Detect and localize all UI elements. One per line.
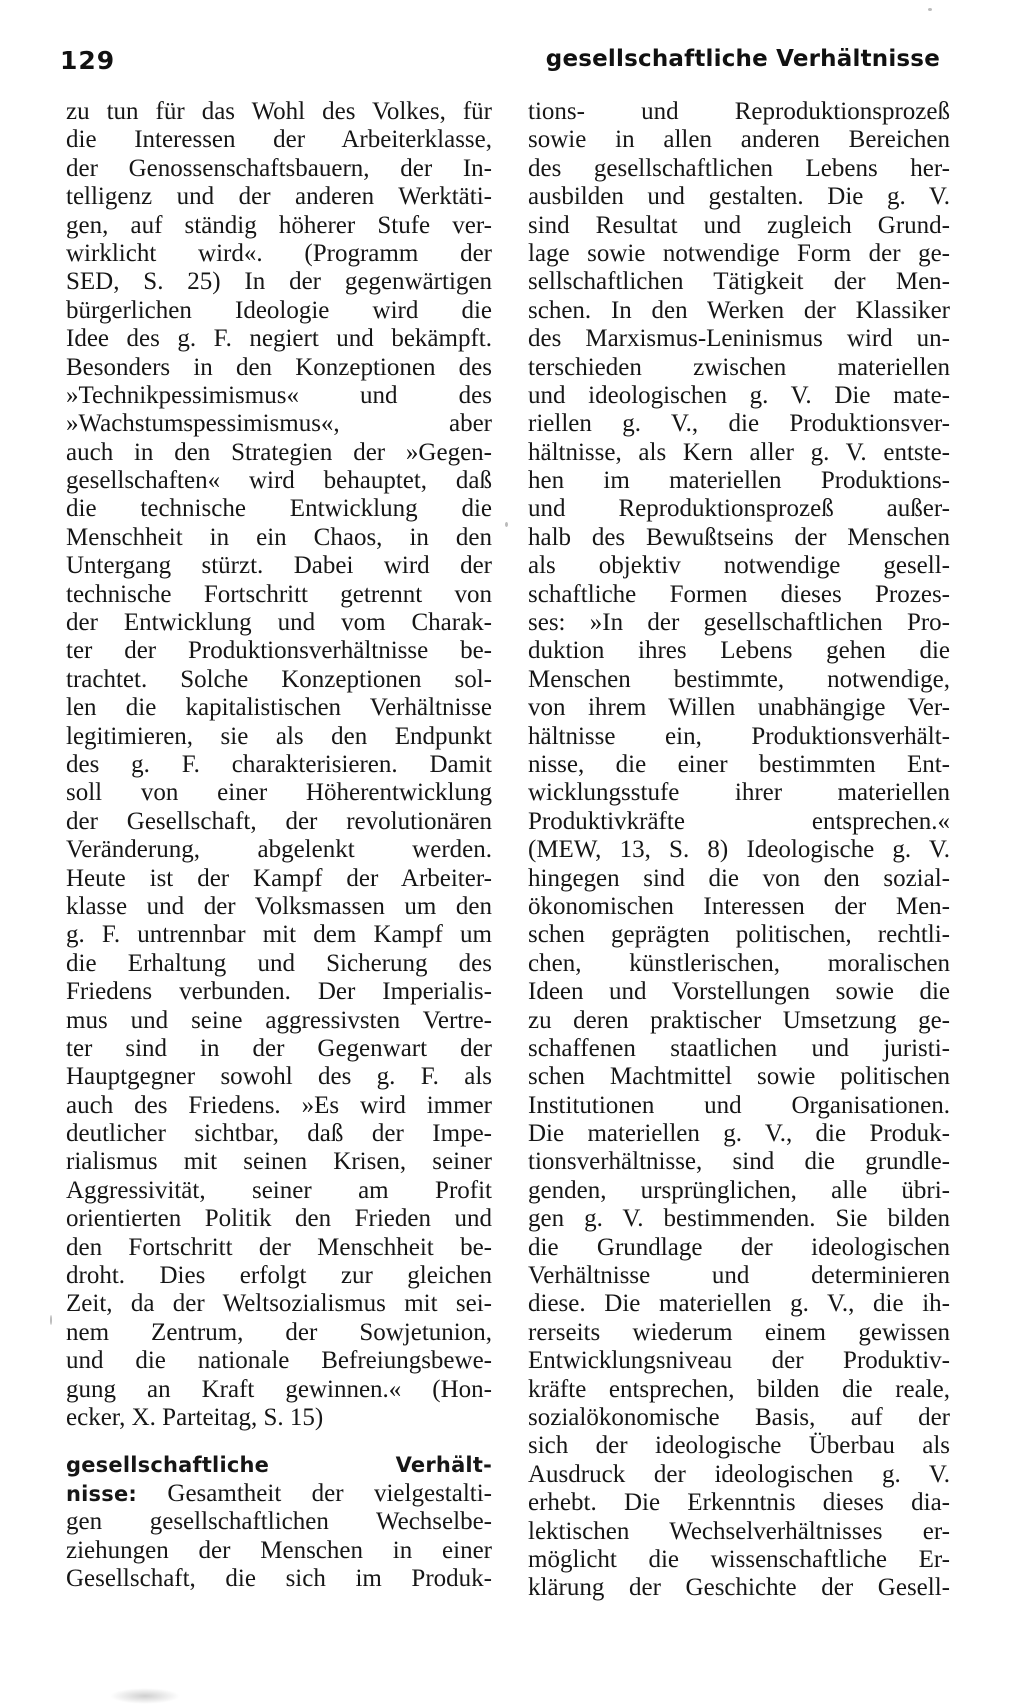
text-line: hingegen sind die von den sozial- [528,864,950,892]
text-line: ziehungen der Menschen in einer [66,1536,492,1564]
text-line: des Marxismus-Leninismus wird un- [528,325,950,353]
text-line: wicklungsstufe ihrer materiellen [528,779,950,807]
scan-speck [50,1315,52,1325]
text-line: diese. Die materiellen g. V., die ih- [528,1290,950,1318]
text-line: legitimieren, sie als den Endpunkt [66,722,492,750]
entry-headword: gesellschaftliche [66,1453,270,1478]
text-line: schen. In den Werken der Klassiker [528,296,950,324]
text-line: Hauptgegner sowohl des g. F. als [66,1063,492,1091]
text-line: den Fortschritt der Menschheit be- [66,1233,492,1261]
text-line: bürgerlichen Ideologie wird die [66,296,492,324]
text-line: Menschheit in ein Chaos, in den [66,523,492,551]
text-line: ter der Produktionsverhältnisse be- [66,637,492,665]
text-line: der Gesellschaft, der revolutionären [66,807,492,835]
text-line: deutlicher sichtbar, daß der Impe- [66,1120,492,1148]
text-line: möglicht die wissenschaftliche Er- [528,1545,950,1573]
text-line: Institutionen und Organisationen. [528,1091,950,1119]
text-line: die Interessen der Arbeiterklasse, [66,126,492,154]
text-line: technische Fortschritt getrennt von [66,580,492,608]
text-line: wirklicht wird«. (Programm der [66,239,492,267]
text-line: sowie in allen anderen Bereichen [528,126,950,154]
text-line: Entwicklungsniveau der Produktiv- [528,1347,950,1375]
text-line: auch in den Strategien der »Gegen- [66,438,492,466]
text-line: schen geprägten politischen, rechtli- [528,921,950,949]
text-line: sellschaftlichen Tätigkeit der Men- [528,268,950,296]
text-line: und die nationale Befreiungsbewe- [66,1347,492,1375]
text-line: droht. Dies erfolgt zur gleichen [66,1262,492,1290]
text-line: auch des Friedens. »Es wird immer [66,1091,492,1119]
text-line: chen, künstlerischen, moralischen [528,949,950,977]
text-line: Friedens verbunden. Der Imperialis- [66,978,492,1006]
text-line: len die kapitalistischen Verhältnisse [66,694,492,722]
text-line: ecker, X. Parteitag, S. 15) [66,1403,324,1431]
text-line: SED, S. 25) In der gegenwärtigen [66,268,492,296]
text-line: sozialökonomische Basis, auf der [528,1403,950,1431]
text-line: des gesellschaftlichen Lebens her- [528,154,950,182]
text-line: Besonders in den Konzeptionen des [66,353,492,381]
text-line: g. F. untrennbar mit dem Kampf um [66,921,492,949]
text-line: schaftliche Formen dieses Prozes- [528,580,950,608]
text-line: von ihrem Willen unabhängige Ver- [528,694,950,722]
scan-smudge [110,1688,180,1704]
text-line: Veränderung, abgelenkt werden. [66,836,492,864]
text-line: als objektiv notwendige gesell- [528,552,950,580]
text-line: »Technikpessimismus« und des [66,381,492,409]
text-line: tionsverhältnisse, sind die grundle- [528,1148,950,1176]
text-line: hältnisse, als Kern aller g. V. entste- [528,438,950,466]
text-line: Heute ist der Kampf der Arbeiter- [66,864,492,892]
text-line: klasse und der Volksmassen um den [66,892,492,920]
text-line: zu deren praktischer Umsetzung ge- [528,1006,950,1034]
text-line: soll von einer Höherentwicklung [66,779,492,807]
text-line: halb des Bewußtseins der Menschen [528,523,950,551]
text-line: gesellschaften« wird behauptet, daß [66,467,492,495]
text-line: tions- und Reproduktionsprozeß [528,98,950,125]
text-line: Aggressivität, seiner am Profit [66,1176,492,1204]
text-line: die Grundlage der ideologischen [528,1233,950,1261]
text-line: Verhältnisse und determinieren [528,1262,950,1290]
text-line: Idee des g. F. negiert und bekämpft. [66,325,492,353]
text-line: hältnisse ein, Produktionsverhält- [528,722,950,750]
text-line: Menschen bestimmte, notwendige, [528,665,950,693]
text-line: trachtet. Solche Konzeptionen sol- [66,665,492,693]
text-line: zu tun für das Wohl des Volkes, für [66,98,492,125]
text-line: erhebt. Die Erkenntnis dieses dia- [528,1489,950,1517]
text-line: rialismus mit seinen Krisen, seiner [66,1148,492,1176]
text-line: schen Machtmittel sowie politischen [528,1063,950,1091]
text-line: ses: »In der gesellschaftlichen Pro- [528,609,950,637]
left-column [66,98,492,1593]
scan-speck [505,522,508,527]
page-number: 129 [60,46,116,75]
text-line: gung an Kraft gewinnen.« (Hon- [66,1375,492,1403]
text-line: und ideologischen g. V. Die mate- [528,381,950,409]
text-line: nem Zentrum, der Sowjetunion, [66,1318,492,1346]
text-line: riellen g. V., die Produktionsver- [528,410,950,438]
text-line: Ideen und Vorstellungen sowie die [528,978,950,1006]
running-head: gesellschaftliche Verhältnisse [545,46,940,72]
text-line: Die materiellen g. V., die Produk- [528,1120,950,1148]
text-line: ökonomischen Interessen der Men- [528,892,950,920]
text-line: Ausdruck der ideologischen g. V. [528,1460,950,1488]
text-line: lektischen Wechselverhältnisses er- [528,1517,950,1545]
entry-headword: Verhält- [395,1453,492,1478]
entry-gap [66,1432,492,1451]
text-line: orientierten Politik den Frieden und [66,1205,492,1233]
scan-speck [928,8,932,11]
text-line: der Entwicklung und vom Charak- [66,609,492,637]
text-line: Untergang stürzt. Dabei wird der [66,552,492,580]
text-line: schaffenen staatlichen und juristi- [528,1034,950,1062]
text-line: des g. F. charakterisieren. Damit [66,750,492,778]
text-line: Zeit, da der Weltsozialismus mit sei- [66,1290,492,1318]
text-line: gen gesellschaftlichen Wechselbe- [66,1508,492,1536]
text-line: Produktivkräfte entsprechen.« [528,807,950,835]
entry-definition-start: Gesamtheit der vielgestalti- [167,1479,493,1507]
text-line: klärung der Geschichte der Gesell- [528,1574,950,1602]
text-line: ausbilden und gestalten. Die g. V. [528,183,950,211]
text-line: gen, auf ständig höherer Stufe ver- [66,211,492,239]
text-line: »Wachstumspessimismus«, aber [66,410,492,438]
text-line: telligenz und der anderen Werktäti- [66,183,492,211]
entry-definition-line [66,1480,492,1508]
text-line: lage sowie notwendige Form der ge- [528,239,950,267]
text-line: sich der ideologische Überbau als [528,1432,950,1460]
text-line: duktion ihres Lebens gehen die [528,637,950,665]
text-line: hen im materiellen Produktions- [528,467,950,495]
text-line: (MEW, 13, S. 8) Ideologische g. V. [528,836,950,864]
text-line: nisse, die einer bestimmten Ent- [528,750,950,778]
entry-heading-line [66,1451,492,1479]
text-line: gen g. V. bestimmenden. Sie bilden [528,1205,950,1233]
text-line: sind Resultat und zugleich Grund- [528,211,950,239]
text-line: kräfte entsprechen, bilden die reale, [528,1375,950,1403]
text-line: mus und seine aggressivsten Vertre- [66,1006,492,1034]
text-line: Gesellschaft, die sich im Produk- [66,1564,492,1592]
text-line: terschieden zwischen materiellen [528,353,950,381]
text-line: die technische Entwicklung die [66,495,492,523]
entry-headword: nisse: [66,1481,137,1506]
text-line: die Erhaltung und Sicherung des [66,949,492,977]
right-column [528,98,950,1603]
text-line: rerseits wiederum einem gewissen [528,1318,950,1346]
text-line: genden, ursprünglichen, alle übri- [528,1176,950,1204]
text-line: der Genossenschaftsbauern, der In- [66,154,492,182]
text-line: ter sind in der Gegenwart der [66,1034,492,1062]
text-line: und Reproduktionsprozeß außer- [528,495,950,523]
